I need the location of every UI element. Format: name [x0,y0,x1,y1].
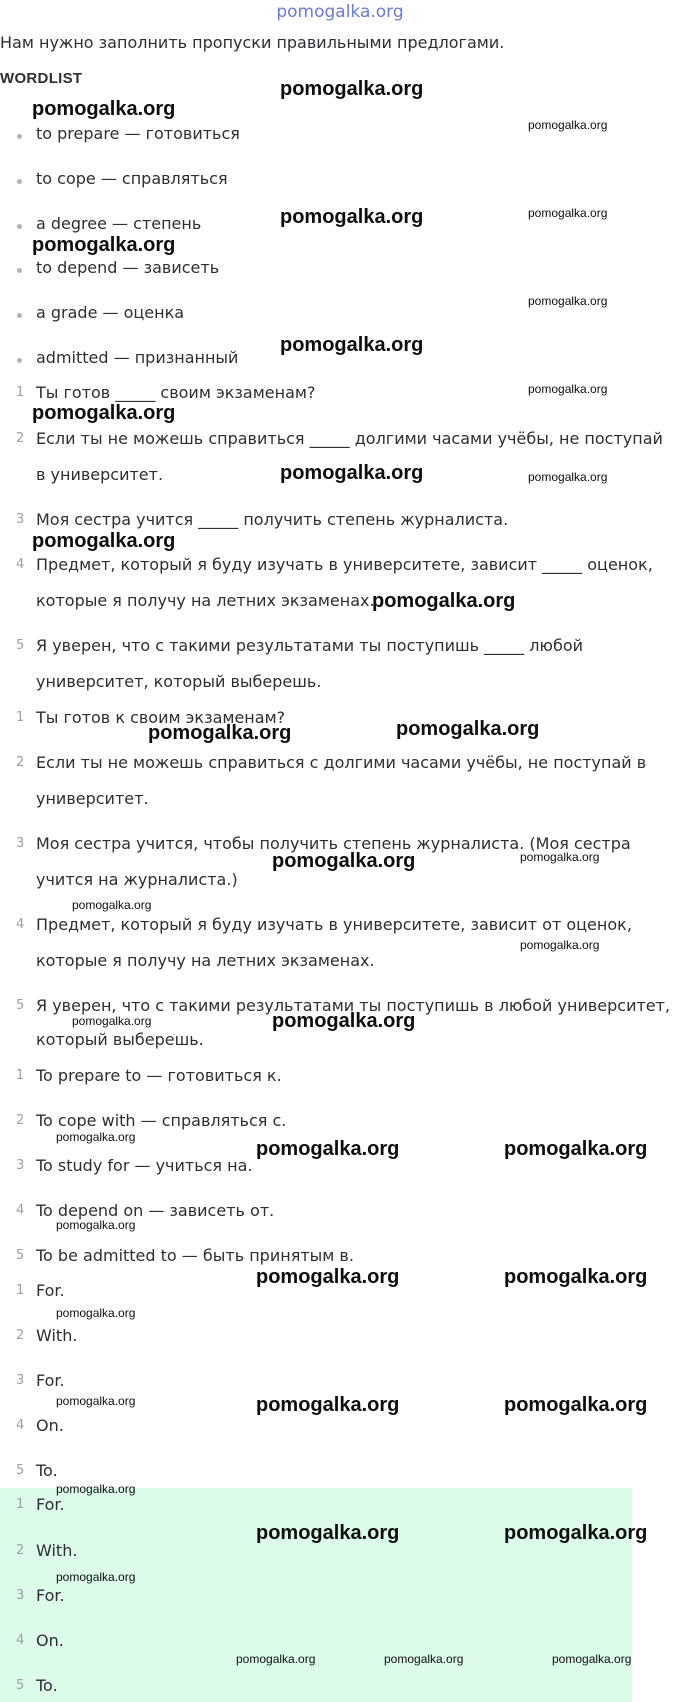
watermark-text: pomogalka.org [32,98,176,120]
watermark-text: pomogalka.org [504,1138,648,1160]
answer-item: On. [36,1416,64,1435]
watermark-text: pomogalka.org [396,718,540,740]
phrase-item: To study for — учиться на. [36,1156,253,1175]
exercise-line: Предмет, который я буду изучать в университете, зависит _____ оценок, [36,555,653,574]
watermark-text: pomogalka.org [272,850,416,872]
highlighted-answer-item: With. [36,1541,78,1560]
translation-line: Предмет, который я буду изучать в университете, зависит от оценок, [36,915,632,934]
translation-line: которые я получу на летних экзаменах. [36,951,375,970]
watermark-text: pomogalka.org [272,1010,416,1032]
exercise-line: Если ты не можешь справиться _____ долгими часами учёбы, не поступай [36,429,663,448]
wordlist-item: to prepare — готовиться [36,124,240,143]
watermark-text: pomogalka.org [520,938,600,952]
translation-line: который выберешь. [36,1030,204,1049]
item-number: 4 [16,1418,25,1433]
highlighted-answer-item: For. [36,1586,65,1605]
watermark-text: pomogalka.org [504,1394,648,1416]
wordlist-item: a degree — степень [36,214,202,233]
exercise-line: в университет. [36,465,164,484]
bullet-icon [17,134,22,139]
translation-line: учится на журналиста.) [36,870,238,889]
highlighted-answers-box [0,1488,632,1702]
intro-text: Нам нужно заполнить пропуски правильными предлогами. [0,33,505,52]
watermark-text: pomogalka.org [280,78,424,100]
highlighted-answer-item: For. [36,1495,65,1514]
phrase-item: To depend on — зависеть от. [36,1201,275,1220]
watermark-text: pomogalka.org [236,1652,316,1666]
watermark-text: pomogalka.org [384,1652,464,1666]
watermark-text: pomogalka.org [56,1306,136,1320]
translation-line: Ты готов к своим экзаменам? [36,708,286,727]
watermark-text: pomogalka.org [32,234,176,256]
watermark-text: pomogalka.org [528,382,608,396]
watermark-text: pomogalka.org [372,590,516,612]
item-number: 1 [16,1283,25,1298]
item-number: 3 [16,1373,25,1388]
watermark-text: pomogalka.org [528,470,608,484]
item-number: 1 [16,1497,25,1512]
bullet-icon [17,224,22,229]
item-number: 2 [16,1328,25,1343]
exercise-line: Моя сестра учится _____ получить степень журналиста. [36,510,509,529]
item-number: 2 [16,755,25,770]
item-number: 1 [16,1068,25,1083]
watermark-text: pomogalka.org [72,898,152,912]
item-number: 1 [16,385,25,400]
exercise-line: Я уверен, что с такими результатами ты поступишь _____ любой [36,636,584,655]
watermark-text: pomogalka.org [256,1266,400,1288]
item-number: 3 [16,836,25,851]
answer-item: With. [36,1326,78,1345]
watermark-text: pomogalka.org [520,850,600,864]
item-number: 4 [16,1203,25,1218]
item-number: 4 [16,1633,25,1648]
wordlist-item: to cope — справляться [36,169,228,188]
translation-line: Если ты не можешь справиться с долгими часами учёбы, не поступай в [36,753,647,772]
answer-item: To. [36,1461,58,1480]
item-number: 5 [16,1678,25,1693]
phrase-item: To cope with — справляться с. [36,1111,287,1130]
watermark-text: pomogalka.org [280,206,424,228]
watermark-text: pomogalka.org [504,1522,648,1544]
item-number: 3 [16,512,25,527]
bullet-icon [17,358,22,363]
item-number: 4 [16,557,25,572]
watermark-text: pomogalka.org [528,206,608,220]
watermark-text: pomogalka.org [528,294,608,308]
bullet-icon [17,179,22,184]
answer-item: For. [36,1371,65,1390]
watermark-text: pomogalka.org [256,1522,400,1544]
highlighted-answer-item: To. [36,1676,58,1695]
item-number: 3 [16,1588,25,1603]
wordlist-title: WORDLIST [0,70,83,87]
watermark-text: pomogalka.org [56,1570,136,1584]
watermark-text: pomogalka.org [280,334,424,356]
wordlist-item: to depend — зависеть [36,258,220,277]
item-number: 2 [16,1543,25,1558]
phrase-item: To be admitted to — быть принятым в. [36,1246,354,1265]
exercise-line: которые я получу на летних экзаменах. [36,591,375,610]
item-number: 5 [16,1248,25,1263]
highlighted-answer-item: On. [36,1631,64,1650]
item-number: 5 [16,638,25,653]
wordlist-item: a grade — оценка [36,303,185,322]
watermark-text: pomogalka.org [552,1652,632,1666]
watermark-text: pomogalka.org [72,1014,152,1028]
answer-item: For. [36,1281,65,1300]
bullet-icon [17,313,22,318]
item-number: 1 [16,710,25,725]
watermark-text: pomogalka.org [56,1130,136,1144]
item-number: 2 [16,431,25,446]
item-number: 3 [16,1158,25,1173]
watermark-text: pomogalka.org [256,1138,400,1160]
watermark-text: pomogalka.org [32,402,176,424]
watermark-text: pomogalka.org [32,530,176,552]
phrase-item: To prepare to — готовиться к. [36,1066,282,1085]
item-number: 5 [16,998,25,1013]
item-number: 5 [16,1463,25,1478]
watermark-text: pomogalka.org [56,1394,136,1408]
item-number: 4 [16,917,25,932]
bullet-icon [17,268,22,273]
watermark-text: pomogalka.org [56,1218,136,1232]
exercise-line: университет, который выберешь. [36,672,322,691]
exercise-line: Ты готов _____ своим экзаменам? [36,383,316,402]
translation-line: Моя сестра учится, чтобы получить степень журналиста. (Моя сестра [36,834,631,853]
watermark-text: pomogalka.org [256,1394,400,1416]
header-watermark: pomogalka.org [276,2,404,22]
translation-line: Я уверен, что с такими результатами ты поступишь в любой университет, [36,996,671,1015]
watermark-text: pomogalka.org [148,722,292,744]
watermark-text: pomogalka.org [280,462,424,484]
translation-line: университет. [36,789,149,808]
item-number: 2 [16,1113,25,1128]
wordlist-item: admitted — признанный [36,348,239,367]
watermark-text: pomogalka.org [56,1482,136,1496]
watermark-text: pomogalka.org [528,118,608,132]
watermark-text: pomogalka.org [504,1266,648,1288]
